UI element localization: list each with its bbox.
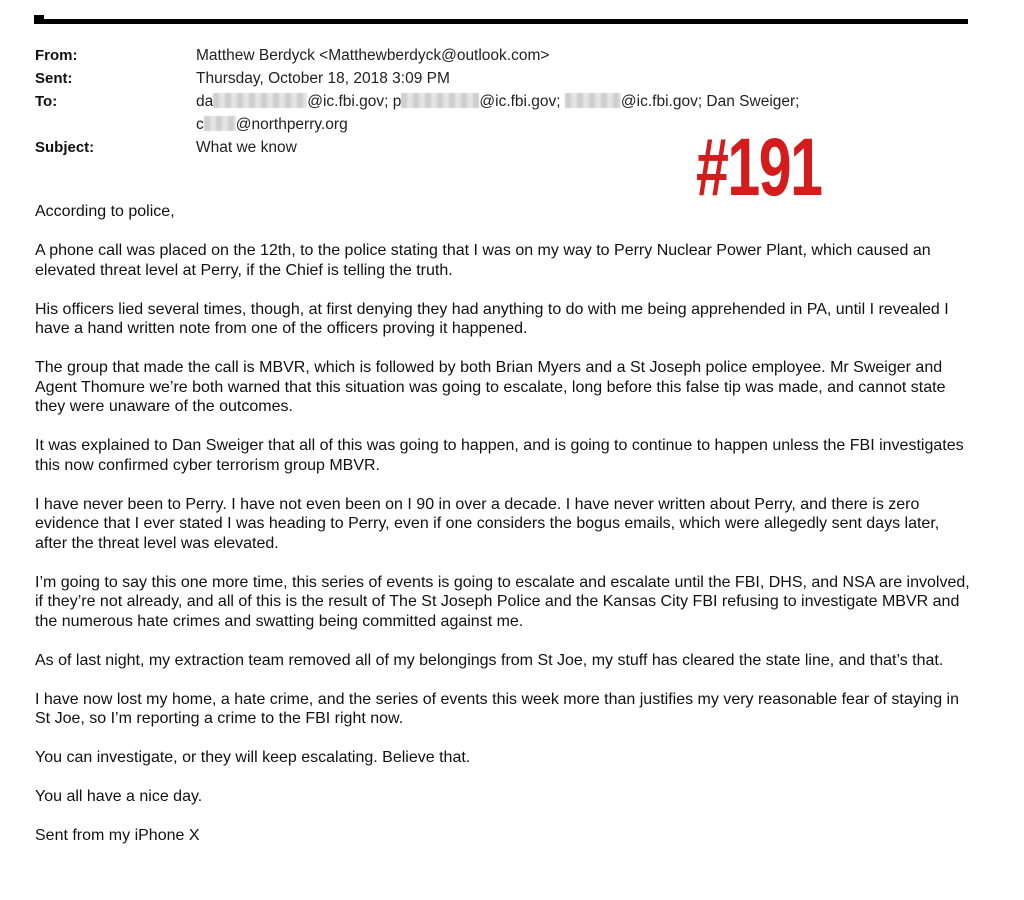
body-paragraph-9: I have now lost my home, a hate crime, and the series of events this week more than justifies my very reasonable fear of staying in St Joe, so I’m reporting a crime to the FBI right now. [35, 690, 959, 727]
from-value: Matthew Berdyck <Matthewberdyck@outlook.com> [196, 47, 550, 64]
to-part-4: @ic.fbi.gov; Dan Sweiger; [620, 93, 800, 110]
email-body [35, 202, 975, 865]
sent-label: Sent: [35, 70, 73, 87]
body-paragraph-2: A phone call was placed on the 12th, to the police stating that I was on my way to Perry Nuclear Power Plant, which caused an elevated threat level at Perry, if the Chief is telling the truth. [35, 242, 931, 279]
body-signature: Sent from my iPhone X [35, 827, 200, 844]
body-paragraph-11: You all have a nice day. [35, 788, 203, 805]
exhibit-number-stamp: #191 [696, 122, 822, 213]
to-part-6: @northperry.org [235, 116, 348, 133]
subject-value: What we know [196, 139, 297, 156]
body-paragraph-1: According to police, [35, 203, 175, 220]
sent-value: Thursday, October 18, 2018 3:09 PM [196, 70, 450, 87]
subject-label: Subject: [35, 139, 95, 156]
to-label: To: [35, 93, 58, 110]
body-paragraph-8: As of last night, my extraction team removed all of my belongings from St Joe, my stuff has cleared the state line, and that’s that. [35, 651, 944, 669]
to-part-2: @ic.fbi.gov; p [307, 93, 402, 110]
sent-row [35, 67, 975, 90]
body-paragraph-4: The group that made the call is MBVR, which is followed by both Brian Myers and a St Joseph police employee. Mr Sweiger and Agent Thomure we’re both warned that this situation was going to escalate, long before this false tip was made, and cannot state they were unaware of the outcomes. [35, 359, 946, 415]
redaction-3 [565, 93, 621, 108]
to-part-1: da [196, 93, 214, 110]
body-paragraph-5: It was explained to Dan Sweiger that all of this was going to happen, and is going to continue to happen unless the FBI investigates this now confirmed cyber terrorism group MBVR. [35, 437, 964, 474]
redaction-2 [401, 93, 479, 108]
to-part-3: @ic.fbi.gov; [479, 93, 561, 110]
body-paragraph-7: I’m going to say this one more time, this series of events is going to escalate and escalate until the FBI, DHS, and NSA are involved, if they’re not already, and all of this is the result of The St Joseph Police and the Kansas City FBI refusing to investigate MBVR and the numerous hate crimes and swatting being committed against me. [35, 573, 970, 630]
body-paragraph-3: His officers lied several times, though, at first denying they had anything to do with me being apprehended in PA, until I revealed I have a hand written note from one of the officers proving it happened. [35, 300, 949, 337]
top-rule [34, 19, 968, 24]
redaction-4 [204, 116, 236, 131]
subject-row [35, 136, 975, 159]
email-header [35, 44, 975, 159]
to-row [35, 90, 975, 136]
body-paragraph-10: You can investigate, or they will keep escalating. Believe that. [35, 749, 471, 766]
from-label: From: [35, 47, 78, 64]
from-row [35, 44, 975, 67]
body-paragraph-6: I have never been to Perry. I have not even been on I 90 in over a decade. I have never written about Perry, and there is zero evidence that I ever stated I was heading to Perry, even if one considers the bogus emails, which were allegedly sent days later, after the threat level was elevated. [35, 495, 940, 552]
to-part-5: c [196, 116, 204, 133]
redaction-1 [213, 93, 307, 108]
